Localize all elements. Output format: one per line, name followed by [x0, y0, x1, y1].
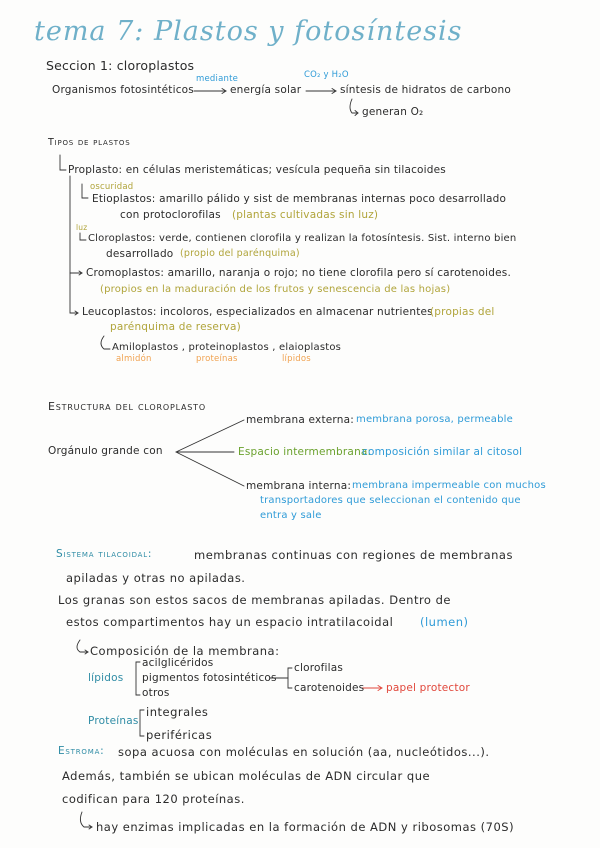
text-inner-membrane: membrana interna:: [246, 480, 352, 492]
text-thylakoid-2: apiladas y otras no apiladas.: [66, 571, 246, 585]
label-proteins: Proteínas: [88, 715, 139, 727]
label-stroma: Estroma:: [58, 745, 105, 757]
section-heading: Seccion 1: cloroplastos: [46, 58, 195, 73]
text-intermembrane-desc: composición similar al citosol: [362, 446, 523, 458]
text-stroma-1: sopa acuosa con moléculas en solución (aa, nucleótidos...).: [118, 745, 490, 759]
text-cloroplastos: Cloroplastos: verde, contienen clorofila y realizan la fotosíntesis. Sist. interno bien: [88, 233, 517, 244]
text-etioplastos: Etioplastos: amarillo pálido y sist de membranas internas poco desarrollado: [92, 193, 507, 205]
text-cromoplastos: Cromoplastos: amarillo, naranja o rojo; no tiene clorofila pero sí carotenoides.: [86, 267, 512, 279]
text-etioplastos-2: con protoclorofilas: [120, 209, 221, 221]
note-cloroplastos: (propio del parénquima): [180, 248, 300, 259]
section-heading: Tipos de plastos: [48, 137, 131, 148]
section-heading: Estructura del cloroplasto: [48, 400, 206, 413]
text-organisms: Organismos fotosintéticos: [52, 84, 194, 96]
text-outer-membrane: membrana externa:: [246, 414, 354, 426]
text-energy: energía solar: [230, 84, 302, 96]
label-proteinas: proteínas: [196, 354, 238, 364]
text-lipid-3: otros: [142, 687, 170, 699]
label-oscuridad: oscuridad: [90, 182, 134, 192]
label-lipids: lípidos: [88, 672, 124, 684]
page-title: tema 7: Plastos y fotosíntesis: [34, 16, 463, 47]
text-stroma-2: Además, también se ubican moléculas de ADN circular que: [62, 769, 431, 783]
text-lipid-2: pigmentos fotosintéticos: [142, 672, 277, 684]
text-thylakoid-3: Los granas son estos sacos de membranas apiladas. Dentro de: [58, 593, 451, 607]
text-lumen: (lumen): [420, 615, 469, 629]
text-proplasto: Proplasto: en células meristemáticas; vesícula pequeña sin tilacoides: [68, 164, 446, 176]
text-composition: Composición de la membrana:: [90, 644, 280, 658]
text-stroma-3: codifican para 120 proteínas.: [62, 792, 245, 806]
text-inner-desc: membrana impermeable con muchos: [352, 480, 546, 491]
text-cloroplastos-2: desarrollado: [106, 248, 174, 260]
text-pigment-2: carotenoides: [294, 682, 365, 694]
text-leuco-subtypes: Amiloplastos , proteinoplastos , elaioplastos: [112, 342, 342, 353]
text-intermembrane: Espacio intermembrana:: [238, 446, 372, 458]
note-etioplastos: (plantas cultivadas sin luz): [232, 209, 379, 221]
text-outer-desc: membrana porosa, permeable: [356, 414, 513, 425]
text-pigment-1: clorofilas: [294, 662, 344, 674]
text-organelle: Orgánulo grande con: [48, 445, 163, 457]
text-protein-1: integrales: [146, 705, 209, 719]
label-luz: luz: [76, 223, 88, 232]
label-co2-h2o: CO₂ y H₂O: [304, 70, 349, 80]
text-inner-desc-3: entra y sale: [260, 510, 322, 521]
text-thylakoid-1: membranas continuas con regiones de membranas: [194, 548, 513, 562]
text-protective-role: papel protector: [386, 682, 470, 694]
text-generates-o2: generan O₂: [362, 106, 424, 118]
text-thylakoid-4: estos compartimentos hay un espacio intratilacoidal: [66, 615, 394, 629]
text-inner-desc-2: transportadores que seleccionan el contenido que: [260, 495, 521, 506]
note-leucoplastos-2: parénquima de reserva): [110, 321, 241, 333]
note-cromoplastos: (propios en la maduración de los frutos y senescencia de las hojas): [100, 284, 451, 295]
label-lipidos: lípidos: [282, 354, 311, 364]
text-leucoplastos: Leucoplastos: incoloros, especializados en almacenar nutrientes: [82, 306, 433, 318]
label-mediante: mediante: [196, 74, 239, 84]
text-lipid-1: acilglicéridos: [142, 657, 214, 669]
label-almidon: almidón: [116, 354, 152, 364]
note-leucoplastos: (propias del: [430, 306, 495, 318]
text-protein-2: periféricas: [146, 728, 213, 742]
text-stroma-4: hay enzimas implicadas en la formación de ADN y ribosomas (70S): [96, 820, 515, 834]
text-synthesis: síntesis de hidratos de carbono: [340, 84, 511, 96]
label-thylakoid: Sistema tilacoidal:: [56, 548, 153, 560]
